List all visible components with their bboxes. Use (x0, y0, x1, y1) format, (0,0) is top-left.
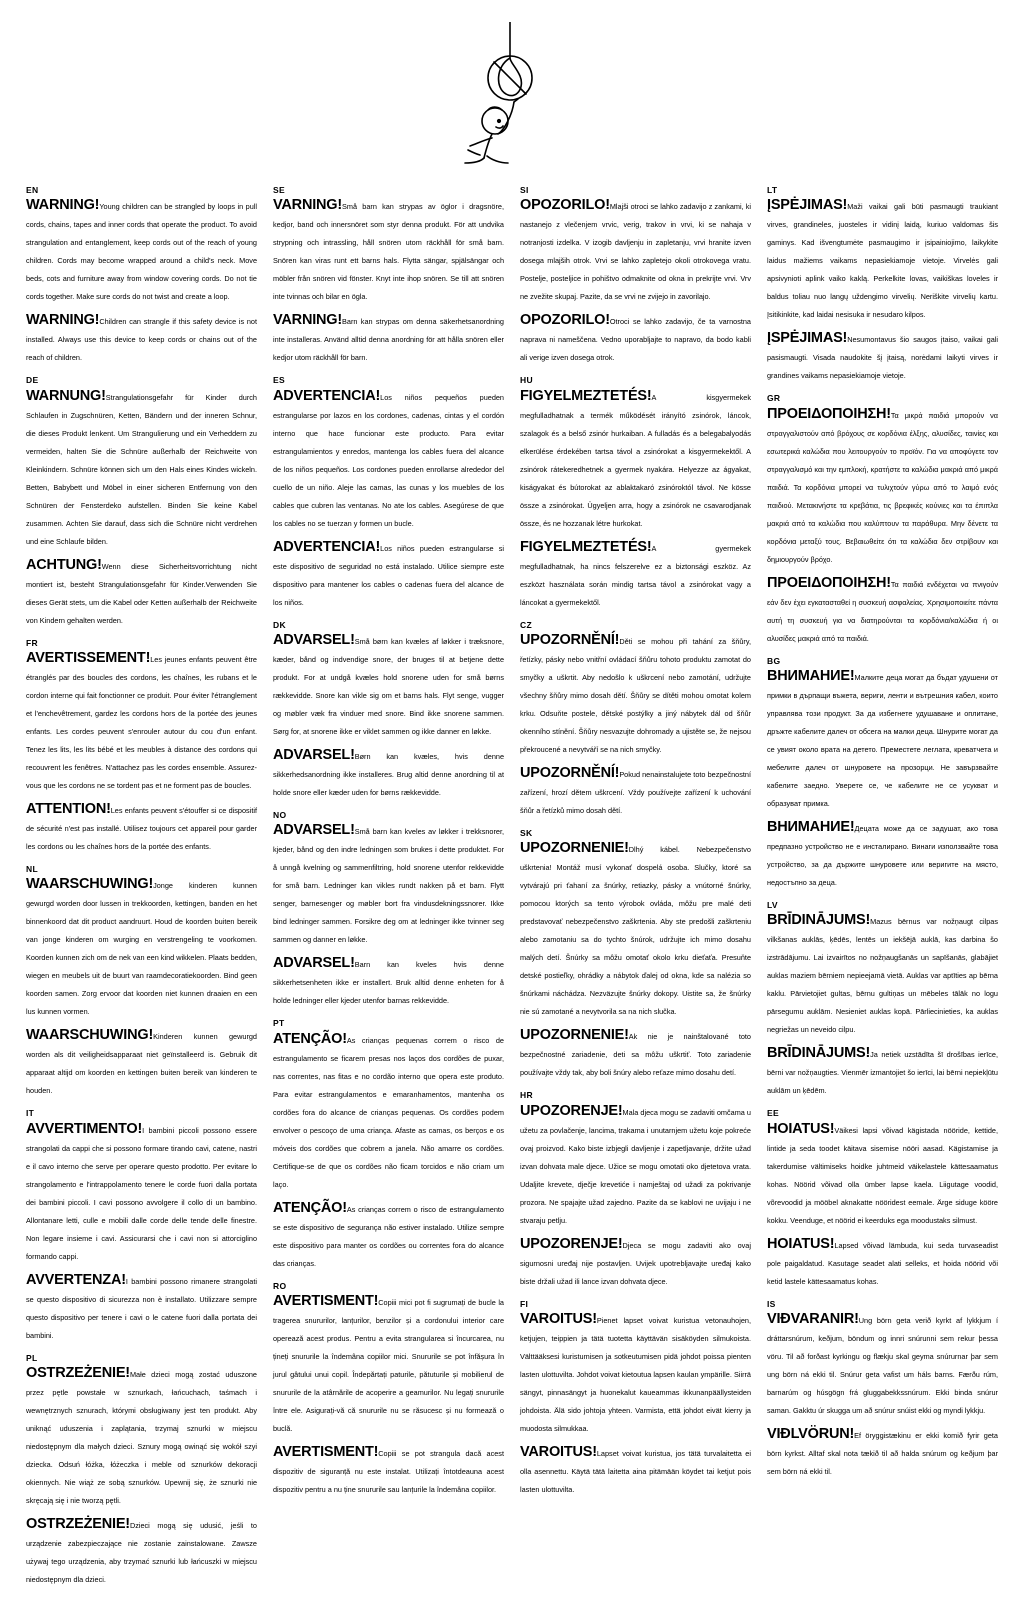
warning-word: ATTENTION! (26, 801, 111, 818)
lang-code-lt: LT (767, 185, 778, 195)
warning-text: Lapset voivat kuristua, jos tätä turvalaitetta ei olla asennettu. Käytä tätä laitetta aina pitämään köydet tai ketjut pois lasten ulottuvilta. (520, 1449, 751, 1495)
warning-paragraph (26, 875, 257, 1019)
warning-paragraph (26, 387, 257, 549)
warning-text: Los niños pueden estrangularse si este dispositivo de seguridad no está instalado. Utilice siempre este dispositivo para mantener los cables o cadenas fuera del alcance de los niños. (273, 543, 504, 607)
warning-paragraph (273, 387, 504, 531)
child-strangulation-hazard-icon (392, 22, 632, 172)
column-3 (520, 186, 751, 1598)
lang-code-es: ES (273, 375, 285, 386)
warning-paragraph (767, 1044, 998, 1098)
warning-text: Nesumontavus šio saugos įtaiso, vaikai gali pasismaugti. Visada naudokite šį įtaisą, norėdami laikyti virves ir grandines vaikams nepasiekiamoje vietoje. (767, 335, 998, 381)
warning-text: Τα μικρά παιδιά μπορούν να στραγγαλιστούν από βρόχους σε κορδόνια έλξης, αλυσίδες, ταινίες και εσωτερικά καλώδια που λειτουργούν το προϊόν. Για να αποφύγετε τον στραγγαλισμό και την εμπλοκή, κρατήστε τα καλώδια μακριά από μικρά παιδιά. Τα κορδόνια μπορεί να τυλιχτούν γύρω από το λαιμό ενός παιδιού. Μετακινήστε τα κρεβάτια, τις βρεφικές κούνιες και τα έπιπλα μακριά από τα καλώδια που καλύπτουν τα παράθυρα. Μην δένετε τα κορδόνια μεταξύ τους. Βεβαιωθείτε ότι τα καλώδια δεν στρίβουν και δημιουργούν βρόχο. (767, 410, 998, 564)
lang-block-cz (520, 621, 751, 818)
lang-block-hr (520, 1091, 751, 1288)
column-2 (273, 186, 504, 1598)
warning-word: ATENÇÃO! (273, 1030, 347, 1047)
lang-block-dk (273, 621, 504, 800)
warning-word: OPOZORILO! (520, 197, 610, 214)
warning-text: Pienet lapset voivat kuristua vetonauhojen, ketjujen, teippien ja tätä tuotetta käyttävän sisäköyden silmukoista. Välttääksesi kuristumisen ja sotkeutumisen pidä johdot poissa pienten lasten ulottuvilta. Johdot voivat kietoutua lapsen kaulan ympärille. Siirrä sängyt, pinnasängyt ja huonekalut kaueammas ikkunanpäällysteiden johdoista. Älä sido johtoja yhteen. Varmista, että johdot eivät kierry ja muodosta silmukkaa. (520, 1316, 751, 1434)
warning-paragraph (767, 667, 998, 811)
lang-code-bg: BG (767, 655, 781, 666)
warning-paragraph (767, 1310, 998, 1418)
lang-block-bg (767, 657, 998, 890)
lang-code-is: IS (767, 1298, 776, 1309)
lang-block-es (273, 376, 504, 609)
warning-word: FIGYELMEZTETÉS! (520, 538, 652, 555)
warning-text: Mazus bērnus var nožņaugt cilpas vilkšanas auklās, ķēdēs, lentēs un iekšējā auklā, kas darbina šo izstrādājumu. Lai izvairītos no nožņaugšanās un sapīšanās, glabājiet auklas maziem bērniem nepieejamā vietā. Auklas var aptīties ap bērna kaklu. Pārvietojiet gultas, bērnu gultiņas un mēbeles tālāk no logu pārsegumu auklām. Nesieniet auklas kopā. Pārliecinieties, ka auklas negriežas un neveido cilpu. (767, 917, 998, 1035)
warning-word: UPOZORENJE! (520, 1235, 623, 1252)
warning-text: I bambini possono rimanere strangolati se questo dispositivo di sicurezza non è installato. Utilizzare sempre questo dispositivo per tenere i cavi o le catene fuori dalla portata dei bambini. (26, 1276, 257, 1340)
warning-word: AVVERTENZA! (26, 1271, 126, 1288)
lang-block-lv (767, 901, 998, 1098)
warning-text: Les enfants peuvent s'étouffer si ce dispositif de sécurité n'est pas installé. Utilisez toujours cet appareil pour garder les cordons ou les chaînes hors de la portée des enfants. (26, 806, 257, 852)
lang-block-hu (520, 376, 751, 609)
warning-word: AVERTISMENT! (273, 1444, 379, 1461)
warning-word: VARNING! (273, 312, 343, 329)
warning-paragraph (26, 311, 257, 365)
warning-paragraph (520, 631, 751, 757)
warning-paragraph (520, 839, 751, 1019)
warning-word: AVERTISSEMENT! (26, 650, 151, 667)
warning-word: VAROITUS! (520, 1311, 597, 1328)
warning-text: Wenn diese Sicherheitsvorrichtung nicht montiert ist, besteht Strangulationsgefahr für Kinder.Verwenden Sie dieses Gerät stets, um die Kabel oder Ketten außerhalb der Reichweite von Kindern gehalten werden. (26, 561, 257, 625)
warning-word: ΠΡΟΕΙΔΟΠΟΙΗΣΗ! (767, 574, 891, 591)
warning-text: Young children can be strangled by loops in pull cords, chains, tapes and inner cords that operate the product. To avoid strangulation and entanglement, keep cords out of the reach of young children. Cords may become wrapped around a child's neck. Move beds, cots and furniture away from window covering cords. Do not tie cords together. Make sure cords do not twist and create a loop. (26, 202, 257, 302)
warning-paragraph (26, 1364, 257, 1508)
warning-text: Ak nie je nainštalované toto bezpečnostné zariadenie, deti sa môžu uškrtiť. Toto zariadenie používajte vždy tak, aby boli šnúry alebo reťaze mimo dosahu detí. (520, 1032, 751, 1078)
warning-text: Dlhý kábel. Nebezpečenstvo uškrtenia! Montáž musí vykonať dospelá osoba. Slučky, ktoré sa vytvárajú pri ťahaní za šnúrky, retiazky, pásky a vnútorné šnúrky, pomocou ktorých sa tento výrobok ovláda, môžu pre malé deti predstavovať nebezpečenstvo zaškrtenia. Aby ste predošli zaškrteniu alebo zamotaniu sa do tychto šnúrok, udržujte ich mimo dosahu malých detí. Šnúrky sa môžu omotať okolo krku dieťaťa. Presuňte detské postieľky, ohrádky a nábytok ďalej od okna, kde sa nalézia so šnúrkami náchádza. Nezväzujte šnúrky dokopy. Uistite sa, že šnúrky nie sú zamotané a nevytvorila sa na nich slučka. (520, 845, 751, 1017)
warning-word: ACHTUNG! (26, 556, 102, 573)
lang-code-hu: HU (520, 375, 533, 386)
lang-block-pl (26, 1354, 257, 1587)
warning-word: UPOZORNĚNÍ! (520, 765, 620, 782)
warning-paragraph (520, 1026, 751, 1080)
lang-block-ro (273, 1282, 504, 1497)
warning-word: BRĪDINĀJUMS! (767, 1045, 871, 1062)
warning-paragraph (273, 538, 504, 610)
warning-word: ADVARSEL! (273, 822, 355, 839)
lang-code-sk: SK (520, 828, 533, 839)
warning-paragraph (26, 1026, 257, 1098)
lang-block-is (767, 1300, 998, 1479)
warning-word: HOIATUS! (767, 1120, 835, 1137)
warning-word: ΠΡΟΕΙΔΟΠΟΙΗΣΗ! (767, 405, 891, 422)
warning-text: A kisgyermekek megfulladhatnak a termék működését irányító zsinórok, láncok, szalagok és a belső zsinór hurkaiban. A fulladás és a belegabalyodás elkerülése érdekében tartsa távol a zsinórokat a kisgyermekektől. A zsinórok rátekeredhetnek a gyermek nyakára. Helyezze az ágyakat, kiságyakat és bútorokat az ablaktakaró zsinóroktól távol. Ne kösse össze a zsinórokat. Ügyeljen arra, hogy a zsinórok ne csavarodjanak össze, és ne hozzanak létre hurkokat. (520, 392, 751, 528)
warning-word: WAARSCHUWING! (26, 876, 154, 893)
warning-paragraph (767, 1120, 998, 1228)
warning-text: Децата може да се задушат, ако това предпазно устройство не е инсталирано. Винаги използвайте това устройство, за да държите шнуровете или веригите на място, недостъпно за деца. (767, 824, 998, 888)
warning-word: AVERTISMENT! (273, 1293, 379, 1310)
warning-word: WAARSCHUWING! (26, 1027, 154, 1044)
warning-paragraph (767, 1425, 998, 1479)
warning-paragraph (273, 821, 504, 947)
lang-code-cz: CZ (520, 619, 532, 630)
illustration-container (26, 22, 998, 172)
language-columns (26, 186, 998, 1598)
column-1 (26, 186, 257, 1598)
lang-code-dk: DK (273, 619, 286, 630)
warning-word: BRĪDINĀJUMS! (767, 912, 871, 929)
warning-word: AVVERTIMENTO! (26, 1120, 143, 1137)
warning-text: Copiii se pot strangula dacă acest dispozitiv de siguranță nu este instalat. Utilizați întotdeauna acest dispozitiv pentru a nu ține snururile sau lanțurile la îndemâna copiilor. (273, 1449, 504, 1495)
warning-word: OPOZORILO! (520, 312, 610, 329)
warning-text: Τα παιδιά ενδέχεται να πνιγούν εάν δεν έχει εγκατασταθεί η συσκευή ασφαλείας. Χρησιμοποιείτε πάντα αυτή τη συσκευή για να διατηρούνται τα κορδόνια/καλώδια ή οι αλυσίδες μακριά από τα παιδιά. (767, 579, 998, 643)
warning-text: Lapsed võivad lämbuda, kui seda turvaseadist pole paigaldatud. Kasutage seadet alati selleks, et hoida nöörid või ketid lastele kättesaamatus kohas. (767, 1240, 998, 1286)
warning-text: Děti se mohou při tahání za šňůry, řetízky, pásky nebo vnitřní ovládací šňůru tohoto produktu zamotat do smyčky a uškrtit. Aby nedošlo k uškrcení nebo zamotání, udržujte všechny šňůry mimo dosah dětí. Šňůry se dítěti mohou omotat kolem krku. Odsuňte postele, dětské postýlky a jiný nábytek dál od šňůr okenního stínění. Šňůry nesvazujte dohromady a ujistěte se, že nejsou překroucené a nevytváří se na nich smyčky. (520, 637, 751, 755)
warning-word: FIGYELMEZTETÉS! (520, 387, 652, 404)
lang-block-se (273, 186, 504, 365)
warning-paragraph (273, 1443, 504, 1497)
warning-paragraph (273, 954, 504, 1008)
lang-code-si: SI (520, 185, 529, 195)
lang-block-ee (767, 1109, 998, 1288)
warning-text: Maži vaikai gali būti pasmaugti traukiant virves, grandineles, juosteles ir vidinį laidą, kuriuo valdomas šis gaminys. Kad išvengtumėte pasmaugimo ir įsipainiojimo, laikykite laidus mažiems vaikams nepasiekiamoje vietoje. Virvelės gali apsivynioti aplink vaiko kaklą. Perkelkite lovas, vaikiškas loveles ir baldus toliau nuo langų uždengimo virvelių. Neriškite virvelių kartu. Įsitikinkite, kad laidai nesisuka ir nesudaro kilpos. (767, 202, 998, 320)
lang-code-hr: HR (520, 1090, 533, 1101)
warning-word: ATENÇÃO! (273, 1199, 347, 1216)
warning-paragraph (767, 574, 998, 646)
warning-word: HOIATUS! (767, 1235, 835, 1252)
lang-code-ee: EE (767, 1108, 779, 1119)
warning-text: Children can strangle if this safety device is not installed. Always use this device to keep cords or chains out of the reach of children. (26, 317, 257, 363)
warning-word: WARNING! (26, 197, 100, 214)
lang-code-pl: PL (26, 1352, 38, 1363)
warning-text: Otroci se lahko zadavijo, če ta varnostna naprava ni nameščena. Vedno uporabljajte to napravo, da bodo kabli ali verige izven dosega otrok. (520, 317, 751, 363)
warning-paragraph (520, 1443, 751, 1497)
warning-text: As crianças pequenas correm o risco de estrangulamento se ficarem presas nos laços dos cordões de puxar, nas correntes, nas fitas e no cordão interno que opera este produto. Para evitar estrangulamentos e emaranhamentos, mantenha os cordões fora do alcance de crianças pequenas. Os cordões podem envolver o pescoço de uma criança. Afaste as camas, os berços e os móveis dos cordões que cobrem a janela. Não amarre os cordões. Certifique-se de que os cordões não ficam torcidos e não criam um laço. (273, 1035, 504, 1189)
warning-paragraph (520, 538, 751, 610)
lang-code-se: SE (273, 185, 285, 195)
lang-block-en (26, 186, 257, 365)
warning-paragraph (26, 1515, 257, 1587)
warning-paragraph (767, 911, 998, 1037)
lang-block-si (520, 186, 751, 365)
warning-word: ВНИМАНИЕ! (767, 668, 855, 685)
warning-word: VIÐVARANIR! (767, 1311, 859, 1328)
lang-block-no (273, 811, 504, 1008)
warning-text: Małe dzieci mogą zostać uduszone przez pętle powstałe w sznurkach, łańcuchach, taśmach i wewnętrznych sznurach, którymi obsługiwany jest ten produkt. Aby uniknąć uduszenia i zaplątania, trzymaj sznurki w miejscu niedostępnym dla małych dzieci. Sznury mogą owinąć się wokół szyi dziecka. Odsuń łóżka, łóżeczka i meble od sznurków dekoracji okiennych. Nie wiąż ze sobą sznurków. Upewnij się, że sznurki nie skręcają się i nie tworzą pętli. (26, 1370, 257, 1506)
warning-paragraph (26, 196, 257, 304)
warning-text: Ef öryggistækinu er ekki komið fyrir geta börn kyrkst. Alltaf skal nota tækið til að halda snúrum og keðjum þar sem börn ná ekki til. (767, 1431, 998, 1477)
warning-paragraph (273, 1030, 504, 1192)
warning-text: Barn kan kveles hvis denne sikkerhetsenheten ikke er installert. Bruk alltid denne enheten for å holde ledninger eller kjeder utenfor barnas rekkevidde. (273, 960, 504, 1006)
lang-block-nl (26, 865, 257, 1098)
lang-code-lv: LV (767, 900, 778, 911)
warning-text: Los niños pequeños pueden estrangularse por lazos en los cordones, cadenas, cintas y el cordón interno que hace funcionar este producto. Para evitar estrangulamientos y enredos, mantenga los cables fuera del alcance de los niños pequeños. Los cordones pueden enrollarse alrededor del cuello de un niño. Aleje las camas, las cunas y los muebles de los cables que cubren las ventanas. No ate los cables. Asegúrese de que los cables no se tuerzan y formen un bucle. (273, 392, 504, 528)
warning-text: Ung börn geta verið kyrkt af lykkjum í dráttarsnúrum, keðjum, böndum og innri snúrunni sem rekur þessa vöru. Til að forðast kyrkingu og flækju skal geyma snúrurnar þar sem ung börn ná ekki til. Snúrur geta vafist um háls barns. Færðu rúm, barnarúm og húsgögn frá gluggabekkssnúrum. Ekki binda snúrur saman. Gakktu úr skugga um að snúrur snúist ekki og myndi lykkju. (767, 1316, 998, 1416)
warning-text: Små barn kan strypas av öglor i dragsnöre, kedjor, band och innersnöret som styr denna produkt. För att undvika strypning och intrassling, håll snören utom räckhåll för små barn. Snören kan viras runt ett barns hals. Flytta sängar, spjälsängar och möbler från snören vid fönster. Knyt inte ihop snören. Se till att snören inte tvinnas och bilar en ögla. (273, 202, 504, 302)
warning-text: Djeca se mogu zadaviti ako ovaj sigurnosni uređaj nije postavljen. Uvijek upotrebljavajte uređaj kako biste držali užad ili lance izvan dohvata djece. (520, 1240, 751, 1286)
warning-word: ADVARSEL! (273, 955, 355, 972)
warning-paragraph (520, 1235, 751, 1289)
warning-paragraph (520, 196, 751, 304)
warning-paragraph (26, 1271, 257, 1343)
lang-block-fi (520, 1300, 751, 1497)
warning-word: ADVARSEL! (273, 747, 355, 764)
warning-paragraph (520, 764, 751, 818)
warning-word: UPOZORNĚNÍ! (520, 632, 620, 649)
lang-block-fr (26, 639, 257, 854)
warning-paragraph (26, 649, 257, 793)
warning-text: Små børn kan kvæles af løkker i træksnore, kæder, bånd og indvendige snore, der bruges til at betjene dette produkt. For at undgå kvæles hold snorene uden for små børns rækkevidde. Snore kan vikle sig om et barns hals. Flyt senge, vugger og møbler væk fra vinduer med snore. Bind ikke snorene sammen. Sørg for, at snorene ikke er viklet sammen og ikke danner en løkke. (273, 637, 504, 737)
lang-block-lt (767, 186, 998, 383)
warning-text: Børn kan kvæles, hvis denne sikkerhedsanordning ikke installeres. Brug altid denne anordning til at holde snore eller kæder uden for børns rækkevidde. (273, 752, 504, 798)
warning-word: WARNING! (26, 312, 100, 329)
lang-code-nl: NL (26, 864, 38, 875)
lang-code-en: EN (26, 185, 39, 195)
warning-word: VARNING! (273, 197, 343, 214)
warning-paragraph (767, 329, 998, 383)
warning-word: ADVERTENCIA! (273, 538, 381, 555)
warning-word: ADVARSEL! (273, 632, 355, 649)
warning-paragraph (520, 311, 751, 365)
warning-paragraph (273, 746, 504, 800)
warning-word: UPOZORNENIE! (520, 840, 629, 857)
warning-text: Väikesi lapsi võivad kägistada nööride, kettide, lintide ja seda toodet käitava sisemise nööri aasad. Kägistamise ja takerdumise vältimiseks hoidke juhtmeid väikelastele kättesaamatus kohas. Nöörid võivad olla ümber lapse kaela. Liigutage voodid, võrevoodid ja mööbel aknakatte nööridest eemale. Ärge siduge kööre kokku. Veenduge, et nöörid ei keerduks ega moodustaks silmust. (767, 1125, 998, 1225)
warning-text: Små barn kan kveles av løkker i trekksnorer, kjeder, bånd og den indre ledningen som brukes i dette produktet. For å unngå kvelning og sammenfiltring, hold snorene utenfor rekkevidde for små barn. Ledninger kan vikles rundt nakken på et barn. Flytt senger, barnesenger og møbler bort fra vindusdekningssnorer. Ikke bind ledninger sammen. Forsikre deg om at ledninger ikke tvinner seg sammen og danner en løkke. (273, 827, 504, 945)
lang-block-it (26, 1109, 257, 1342)
lang-code-de: DE (26, 375, 39, 386)
lang-code-gr: GR (767, 393, 781, 404)
warning-word: VIÐLVÖRUN! (767, 1426, 855, 1443)
warning-paragraph (273, 631, 504, 739)
warning-word: WARNUNG! (26, 387, 106, 404)
warning-text: Kinderen kunnen gewurgd worden als dit veiligheidsapparaat niet geïnstalleerd is. Gebruik dit apparaat altijd om koorden en kettingen buiten bereik van kinderen te houden. (26, 1032, 257, 1096)
warning-text: Copiii mici pot fi sugrumați de bucle la tragerea snururilor, lanțurilor, benzilor și a cordonului interior care operează acest produs. Pentru a evita strangularea si încurcarea, nu țineți snururile la îndemâna copiilor mici. Snururile se pot înfășura în jurul gâtului unui copil. Îndepărtați paturile, pătuturile și mobilierul de snururile de la atârnările de acoperire a geamurilor. Nu legați snururile între ele. Asigurați-vă că snururile nu se răsucesc și nu formează o buclă. (273, 1298, 504, 1434)
warning-paragraph (767, 405, 998, 567)
warning-paragraph (273, 1199, 504, 1271)
warning-word: UPOZORENJE! (520, 1102, 623, 1119)
column-4 (767, 186, 998, 1598)
lang-code-no: NO (273, 810, 287, 821)
warning-paragraph (520, 1310, 751, 1436)
warning-text: Les jeunes enfants peuvent être étranglés par des boucles des cordons, les chaînes, les rubans et le cordon interne qui fait fonctionner ce produit. Pour éviter l'étranglement et l'enchevêtrement, gardez les cordons hors de la portée des jeunes enfants. Les cordes peuvent s'enrouler autour du cou d'un enfant. Tenez les lits, les lits bébé et les meubles à distance des cordons qui recouvrent les fenêtres. N'attachez pas les cordes ensemble. Assurez-vous que les cordons ne se tordent pas et ne forment pas de boucles. (26, 655, 257, 791)
warning-word: OSTRZEŻENIE! (26, 1365, 130, 1382)
warning-paragraph (520, 1102, 751, 1228)
lang-block-de (26, 376, 257, 627)
warning-word: OSTRZEŻENIE! (26, 1516, 130, 1533)
warning-paragraph (273, 1292, 504, 1436)
warning-text: Малките деца могат да бъдат удушени от примки в дърпащи въжета, вериги, ленти и вътрешния кабел, които управлява този продукт. За да избегнете удушаване и оплитане, дръжте кабелите далеч от обсега на малки деца. Шнурите могат да се увият около врата на детето. Преместете леглата, креватчета и мебелите далеч от шнуровете на прозорци. Не завързвайте кабелите заедно. Уверете се, че кабелите не се усукват и образуват примка. (767, 673, 998, 809)
warning-text: Barn kan strypas om denna säkerhetsanordning inte installeras. Använd alltid denna anordning för att hålla snören eller kedjor utom räckhåll för barn. (273, 317, 504, 363)
warning-text: Ja netiek uzstādīta šī drošības ierīce, bērni var nožņaugties. Vienmēr izmantojiet šo ierīci, lai bērni nepiekļūtu auklām un ķēdēm. (767, 1050, 998, 1096)
warning-paragraph (26, 1120, 257, 1264)
warning-paragraph (767, 196, 998, 322)
warning-text: Jonge kinderen kunnen gewurgd worden door lussen in trekkoorden, kettingen, banden en het binnenkoord dat dit product aandruurt. Houd de koorden buiten bereik van jonge kinderen om wurging en verstrengeling te voorkomen. Koorden kunnen zich om de nek van een kind wikkelen. Plaats bedden, wiegen en meubels uit de buurt van raamdecoratiekoorden. Bind geen koorden samen. Zorg ervoor dat koorden niet kunnen draaien en een lus kunnen vormen. (26, 881, 257, 1017)
lang-code-pt: PT (273, 1018, 285, 1029)
warning-text: I bambini piccoli possono essere strangolati da cappi che si possono formare tirando cavi, catene, nastri e il cavo interno che serve per operare questo prodotto. Per evitare lo strangolamento e l'intrappolamento tenere le corde fuori dalla portata dei bambini piccoli. I cavi possono avvolgere il collo di un bambino. Allontanare letti, culle e mobili dalle corde delle tende delle finestre. Non legare insieme i cavi. Assicurarsi che i cavi non si attorciglino formando cappi. (26, 1125, 257, 1261)
lang-code-fi: FI (520, 1298, 529, 1309)
lang-block-sk (520, 829, 751, 1080)
warning-paragraph (26, 556, 257, 628)
warning-word: VAROITUS! (520, 1444, 597, 1461)
lang-code-ro: RO (273, 1280, 287, 1291)
warning-text: Mala djeca mogu se zadaviti omčama u užetu za povlačenje, lancima, trakama i unutarnjem užetu koje pokreće ovaj proizvod. Kako biste izbjegli davljenje i zapetljavanje, držite užad izvan dohvata male djece. Užice se mogu omotati oko djetetova vrata. Udaljite krevete, dječje krevetiće i namještaj od užadi za pokrivanje prozora. Ne spajajte užad zajedno. Pazite da se kablovi ne uvijaju i ne stvaraju petlju. (520, 1107, 751, 1225)
lang-code-it: IT (26, 1108, 35, 1119)
warning-word: ĮSPĖJIMAS! (767, 197, 848, 214)
warning-paragraph (767, 1235, 998, 1289)
warning-text: Strangulationsgefahr für Kinder durch Schlaufen in Zugschnüren, Ketten, Bändern und der inneren Schnur, die dieses Produkt lenkent. Um Strangulierung und ein Verheddern zu vermeiden, halten Sie die Schnüre außerhalb der Reichweite von Kleinkindern. Schnüre können sich um den Hals eines Kindes wickeln. Betten, Babybett und Möbel in einer sicheren Entfernung von den Schnüren der Fensterdeko aufstellen. Binden Sie keine Kabel zusammen. Achten Sie darauf, dass sich die Schnüre nicht verdrehen und eine Schlaufe bilden. (26, 392, 257, 546)
warning-word: ADVERTENCIA! (273, 387, 381, 404)
warning-paragraph (273, 196, 504, 304)
lang-block-pt (273, 1019, 504, 1270)
lang-block-gr (767, 394, 998, 645)
warning-text: Mlajši otroci se lahko zadavijo z zankami, ki nastanejo z vlečenjem vrvic, verig, trakov in vrvi, ki se nahaja v notranjosti izdelka. V izogib davljenju in zapletanju, vrvi hranite izven dosega mlajših otrok. Vrvi se lahko zapletejo okoli otrokovega vratu. Postelje, posteljice in pohištvo odmaknite od okna in prekrijte vrvi. Vrv ne zvežite skupaj. Pazite, da se vrvi ne zvijejo in zavorilajo. (520, 202, 751, 302)
warning-text: Pokud nenainstalujete toto bezpečnostní zařízení, hrozí dětem uškrcení. Vždy používejte zařízení k uchování šňůr a řetízků mimo dosah dětí. (520, 770, 751, 816)
warning-paragraph (520, 387, 751, 531)
warning-paragraph (767, 818, 998, 890)
warning-text: As crianças correm o risco de estrangulamento se este dispositivo de segurança não estiver instalado. Utilize sempre este dispositivo para manter os cordões ou correntes fora do alcance das crianças. (273, 1204, 504, 1268)
warning-word: ĮSPĖJIMAS! (767, 330, 848, 347)
warning-word: UPOZORNENIE! (520, 1027, 629, 1044)
lang-code-fr: FR (26, 637, 38, 648)
warning-text: A gyermekek megfulladhatnak, ha nincs felszerelve ez a biztonsági eszköz. Az eszközt használata során mindig tartsa távol a zsinórokat vagy a láncokat a gyermekektől. (520, 543, 751, 607)
warning-paragraph (26, 800, 257, 854)
warning-paragraph (273, 311, 504, 365)
warning-text: Dzieci mogą się udusić, jeśli to urządzenie zabezpieczające nie zostanie zainstalowane. Zawsze używaj tego urządzenia, aby trzymać sznurki lub łańcuszki w miejscu niedostępnym dla dzieci. (26, 1521, 257, 1585)
warning-word: ВНИМАНИЕ! (767, 819, 855, 836)
